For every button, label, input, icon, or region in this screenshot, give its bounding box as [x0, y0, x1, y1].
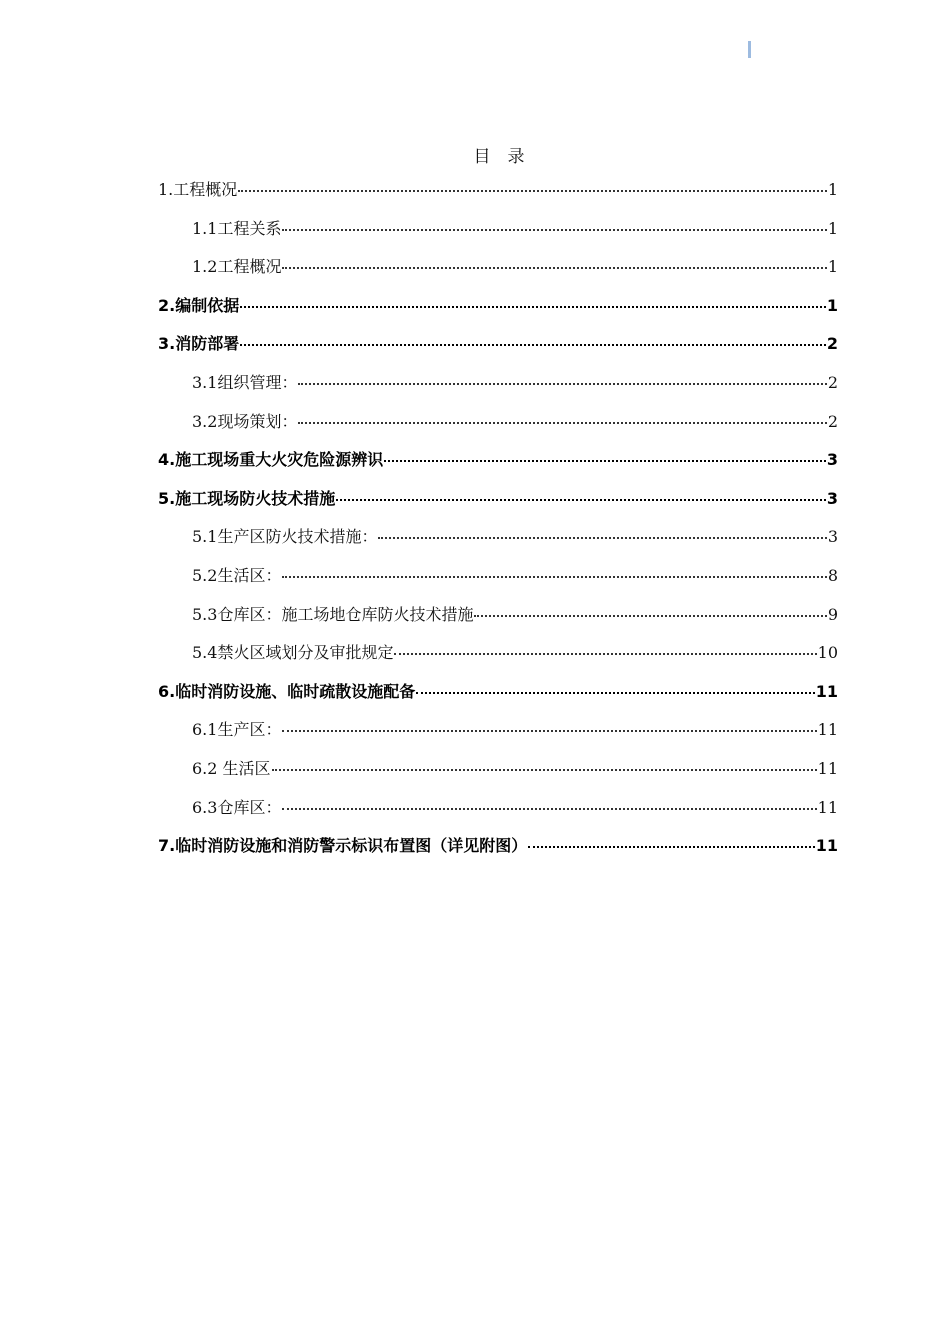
- toc-entry-page-number: 11: [817, 797, 838, 817]
- toc-dot-leader: [474, 615, 826, 617]
- toc-dot-leader: [240, 306, 826, 308]
- toc-entry[interactable]: [158, 525, 838, 564]
- table-of-contents: [158, 178, 838, 873]
- toc-dot-leader: [378, 537, 826, 539]
- toc-entry-page-number: 11: [817, 720, 838, 740]
- toc-entry-label: 1.2工程概况: [192, 257, 282, 277]
- toc-entry[interactable]: [158, 718, 838, 757]
- toc-entry-page-number: 2: [826, 334, 838, 354]
- toc-dot-leader: [282, 267, 826, 269]
- toc-entry-label: 1.工程概况: [158, 180, 238, 199]
- toc-entry-page-number: 10: [817, 643, 838, 663]
- toc-entry[interactable]: [158, 217, 838, 256]
- toc-entry-label: 6.3仓库区：: [192, 797, 282, 817]
- toc-dot-leader: [336, 499, 826, 501]
- toc-entry-page-number: 8: [827, 565, 838, 585]
- toc-dot-leader: [384, 460, 826, 462]
- toc-entry-page-number: 2: [827, 411, 838, 431]
- toc-entry-page-number: 1: [827, 218, 838, 238]
- toc-entry[interactable]: [158, 757, 838, 796]
- toc-entry[interactable]: [158, 641, 838, 680]
- toc-entry[interactable]: [158, 796, 838, 835]
- toc-entry-label: 7.临时消防设施和消防警示标识布置图（详见附图）: [158, 836, 528, 856]
- toc-dot-leader: [298, 383, 826, 385]
- toc-entry-page-number: 3: [827, 527, 838, 547]
- toc-entry-label: 5.施工现场防火技术措施: [158, 488, 336, 508]
- toc-entry-label: 6.1生产区：: [192, 720, 282, 740]
- toc-entry-page-number: 11: [817, 758, 838, 778]
- toc-dot-leader: [282, 808, 816, 810]
- toc-entry-label: 5.1生产区防火技术措施：: [192, 527, 378, 547]
- toc-dot-leader: [282, 576, 826, 578]
- toc-dot-leader: [528, 846, 815, 848]
- toc-entry-page-number: 3: [826, 450, 838, 470]
- toc-dot-leader: [394, 653, 816, 655]
- toc-dot-leader: [416, 692, 815, 694]
- toc-dot-leader: [282, 730, 816, 732]
- toc-entry[interactable]: [158, 410, 838, 449]
- toc-entry[interactable]: [158, 178, 838, 217]
- toc-entry-page-number: 11: [815, 836, 838, 856]
- toc-entry-label: 6.2 生活区: [192, 758, 271, 778]
- toc-entry-label: 5.3仓库区：施工场地仓库防火技术措施: [192, 604, 474, 624]
- toc-entry[interactable]: [158, 448, 838, 487]
- toc-dot-leader: [298, 422, 826, 424]
- toc-dot-leader: [272, 769, 817, 771]
- toc-dot-leader: [282, 229, 826, 231]
- toc-entry[interactable]: [158, 294, 838, 333]
- toc-entry-page-number: 2: [827, 372, 838, 392]
- toc-entry-label: 3.2现场策划：: [192, 411, 298, 431]
- toc-entry[interactable]: [158, 834, 838, 873]
- toc-entry[interactable]: [158, 371, 838, 410]
- header-cursor-mark: [748, 41, 751, 58]
- toc-title: 目 录: [473, 147, 525, 167]
- toc-entry-page-number: 1: [826, 295, 838, 315]
- toc-entry-label: 5.2生活区：: [192, 565, 282, 585]
- toc-entry-label: 6.临时消防设施、临时疏散设施配备: [158, 681, 416, 701]
- toc-entry-page-number: 1: [827, 257, 838, 277]
- toc-dot-leader: [238, 190, 827, 192]
- toc-entry-label: 5.4禁火区域划分及审批规定: [192, 643, 394, 663]
- toc-entry[interactable]: [158, 603, 838, 642]
- toc-entry[interactable]: [158, 487, 838, 526]
- toc-entry-page-number: 9: [827, 604, 838, 624]
- toc-entry-label: 3.消防部署: [158, 334, 240, 354]
- toc-entry[interactable]: [158, 564, 838, 603]
- toc-entry-page-number: 11: [815, 681, 838, 701]
- toc-entry-page-number: 3: [826, 488, 838, 508]
- toc-entry-label: 4.施工现场重大火灾危险源辨识: [158, 450, 384, 470]
- toc-entry[interactable]: [158, 332, 838, 371]
- toc-entry-label: 1.1工程关系: [192, 218, 282, 238]
- toc-entry-page-number: 1: [827, 180, 838, 199]
- toc-entry-label: 2.编制依据: [158, 295, 240, 315]
- toc-entry-label: 3.1组织管理：: [192, 372, 298, 392]
- toc-entry[interactable]: [158, 680, 838, 719]
- toc-dot-leader: [240, 344, 826, 346]
- toc-entry[interactable]: [158, 255, 838, 294]
